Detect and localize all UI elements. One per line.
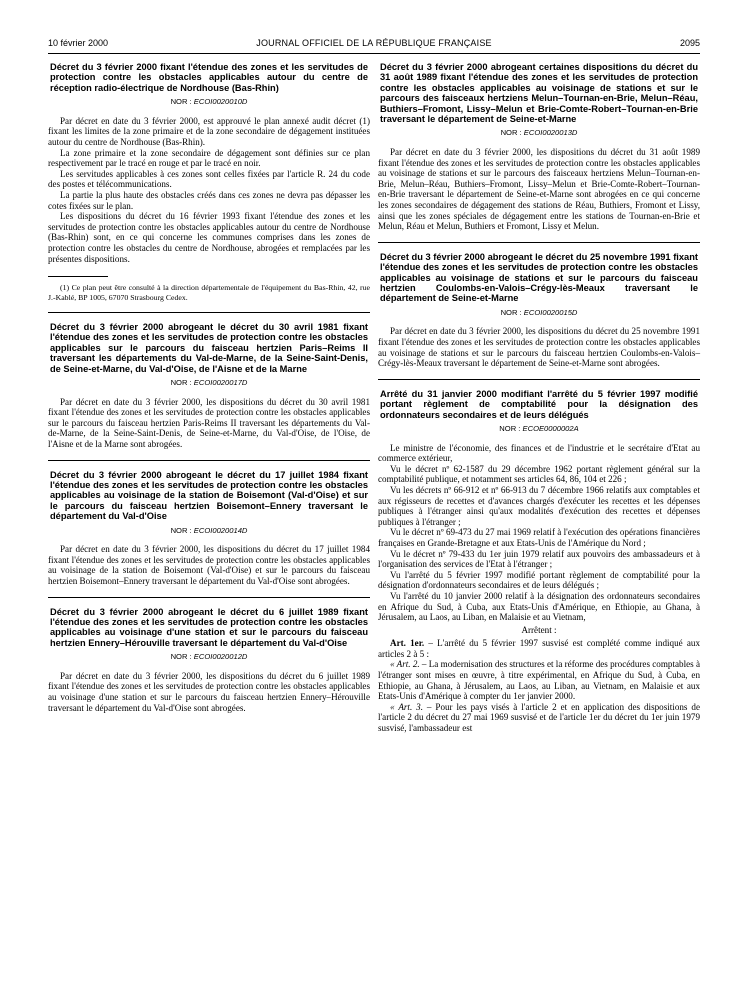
nor-code: ECOI0020010D — [193, 97, 248, 107]
section-title: Arrêté du 31 janvier 2000 modifiant l'arrêté du 5 février 1997 modifié portant règlement de comptabilité pour la désignation des ordonnateurs secondaires et de leurs délégués — [380, 388, 698, 420]
article-2 — [378, 659, 700, 701]
paragraph: Les servitudes applicables à ces zones sont celles fixées par l'article R. 24 du code des postes et télécommunications. — [48, 168, 370, 190]
decree-boisemont — [48, 470, 370, 587]
paragraph: Vu l'arrêté du 5 février 1997 modifié portant règlement de comptabilité pour la désignation d'ordonnateurs secondaires et de leurs délégués ; — [378, 569, 700, 591]
article-label: « Art. 3. — [390, 701, 423, 712]
section-divider — [378, 242, 700, 243]
article-text: – La modernisation des structures et la réforme des procédures comptables à l'étranger sont mises en œuvre, à titre expérimental, en Afrique du Sud, à Cuba, en Ethiopie, au Ghana, à Jérusalem, au Laos, au Liban, au Vietnam, en Malaisie et aux Etats-Unis d'Amérique à compter du 1er janvier 2000. — [378, 659, 700, 702]
nor-code: ECOI0020017D — [193, 377, 248, 387]
paragraph: Le ministre de l'économie, des finances et de l'industrie et le secrétaire d'Etat au commerce extérieur, — [378, 442, 700, 464]
page-number: 2095 — [679, 38, 700, 48]
paragraph: Vu l'arrêté du 10 janvier 2000 relatif à la désignation des ordonnateurs secondaires en Afrique du Sud, à Cuba, aux Etats-Unis d'Amérique, en Ethiopie, au Ghana, à Jérusalem, au Laos, au Liban, en Malaisie et au Vietnam, — [378, 590, 700, 623]
arrete-comptabilite — [378, 389, 700, 734]
article-text: – L'arrêté du 5 février 1997 susvisé est complété comme indiqué aux articles 2 à 5 : — [378, 638, 700, 659]
paragraph: Vu le décret nº 69-473 du 27 mai 1969 relatif à l'exécution des opérations financières françaises en Grande-Bretagne et aux Etats-Unis de l'Amérique du Nord ; — [378, 527, 700, 548]
nor-label: NOR : — [170, 377, 192, 387]
nor-label: NOR : — [170, 525, 192, 535]
decree-paris-reims — [48, 322, 370, 450]
nor-reference — [48, 378, 370, 389]
decree-coulombs — [378, 252, 700, 369]
nor-reference — [48, 526, 370, 537]
nor-label: NOR : — [500, 307, 522, 317]
nor-reference — [378, 308, 700, 319]
section-title: Décret du 3 février 2000 abrogeant le décret du 25 novembre 1991 fixant l'étendue des zones et les servitudes de protection contre les obstacles applicables au voisinage de stations et sur le parcours du faisceau hertzien Coulombs-en-Valois–Crégy-lès-Meaux traversant le département de Seine-et-Marne — [380, 251, 698, 304]
nor-code: ECOI0020013D — [523, 128, 578, 138]
section-divider — [48, 312, 370, 313]
paragraph: Vu les décrets nº 66-912 et nº 66-913 du 7 décembre 1966 relatifs aux comptables et aux régisseurs de recettes et d'avances chargés d'exécuter les recettes et les dépenses publiques à l'étranger ainsi qu'aux modalités d'exécution des recettes et dépenses publiques à l'étranger ; — [378, 484, 700, 527]
arretent-label: Arrêtent : — [521, 624, 557, 635]
nor-code: ECOI0020012D — [193, 652, 248, 662]
article-1 — [378, 638, 700, 659]
decree-ennery — [48, 607, 370, 714]
running-header — [48, 38, 700, 52]
section-title: Décret du 3 février 2000 abrogeant le décret du 6 juillet 1989 fixant l'étendue des zones et les servitudes de protection contre les obstacles applicables au voisinage d'une station et sur le parcours du faisceau hertzien Ennery–Hérouville traversant le département du Val-d'Oise — [50, 606, 368, 648]
paragraph: Par décret en date du 3 février 2000, les dispositions du décret du 6 juillet 1989 fixant l'étendue des zones et les servitudes de protection contre les obstacles applicables au voisinage d'une station et sur le parcours du faisceau hertzien Ennery–Hérouville traversant le département du Val-d'Oise sont abrogées. — [48, 670, 370, 713]
paragraph: Par décret en date du 3 février 2000, les dispositions du décret du 17 juillet 1984 fixant l'étendue des zones et les servitudes de protection contre les obstacles applicables au voisinage de la station de Boisemont (Val-d'Oise) et sur le parcours du faisceau hertzien Boisemont–Ennery traversant le département du Val-d'Oise sont abrogées. — [48, 544, 370, 586]
nor-code: ECOI0020015D — [523, 307, 578, 317]
nor-label: NOR : — [170, 97, 192, 107]
footnote-rule — [48, 276, 108, 277]
article-label: Art. 1er. — [390, 638, 425, 649]
footnote: (1) Ce plan peut être consulté à la direction départementale de l'équipement du Bas-Rhin, 42, rue J.-Kablé, BP 1005, 67070 Strasbourg Cedex. — [48, 283, 370, 302]
section-title: Décret du 3 février 2000 abrogeant le décret du 17 juillet 1984 fixant l'étendue des zones et les servitudes de protection contre les obstacles applicables au voisinage de la station de Boisemont (Val-d'Oise) et sur le parcours du faisceau hertzien Boisemont–Ennery traversant le département du Val-d'Oise — [50, 469, 368, 522]
article-text: – Pour les pays visés à l'article 2 et en application des dispositions de l'article 2 du décret du 27 mai 1969 susvisé et de l'article 1er du décret du 1er juin 1979 susvisé, l'ambassadeur est — [378, 701, 700, 734]
section-divider — [378, 379, 700, 380]
decree-seine-et-marne — [378, 62, 700, 232]
paragraph: Par décret en date du 3 février 2000, les dispositions du décret du 31 août 1989 fixant l'étendue des zones et les servitudes de protection contre les obstacles applicables au voisinage de stations et sur le parcours des faisceaux hertziens Melun–Tournan-en-Brie, Melun–Réau, Buthiers–Fromont, Lissy–Melun et Brie-Comte-Robert–Tournan-en-Brie traversant le département de Seine-et-Marne sont abrogées en ce qui concerne les zones secondaires de dégagement des stations de Réau, Buthiers, Fromont et Lissy, ainsi que les zones spéciales de dégagement entre les stations de Tournan-en-Brie et Melun, Réau et Melun, Buthiers et Fromont, Lissy et Melun. — [378, 147, 700, 232]
nor-label: NOR : — [500, 128, 522, 138]
article-3 — [378, 702, 700, 734]
paragraph: Vu le décret nº 62-1587 du 29 décembre 1962 portant règlement général sur la comptabilité publique, et notamment ses articles 64, 86, 104 et 226 ; — [378, 463, 700, 485]
nor-reference — [378, 128, 700, 139]
section-divider — [48, 460, 370, 461]
paragraph: La partie la plus haute des obstacles créés dans ces zones ne devra pas dépasser les cotes fixées sur le plan. — [48, 189, 370, 211]
nor-code: ECOE0000002A — [522, 424, 579, 433]
right-column — [378, 62, 700, 744]
header-title: JOURNAL OFFICIEL DE LA RÉPUBLIQUE FRANÇAISE — [256, 38, 492, 48]
nor-reference — [48, 97, 370, 108]
section-title: Décret du 3 février 2000 abrogeant le décret du 30 avril 1981 fixant l'étendue des zones et les servitudes de protection contre les obstacles applicables sur le parcours du faisceau hertzien Paris–Reims II traversant les départements du Val-de-Marne, de la Seine-Saint-Denis, de Seine-et-Marne, du Val-d'Oise, de l'Aisne et de la Marne — [50, 321, 368, 374]
header-rule — [48, 53, 700, 54]
section-title: Décret du 3 février 2000 abrogeant certaines dispositions du décret du 31 août 1989 fixant l'étendue des zones et les servitudes de protection contre les obstacles applicables au voisinage de stations et sur le parcours des faisceaux hertziens Melun–Tournan-en-Brie, Melun–Réau, Buthiers–Fromont, Lissy–Melun et Brie-Comte-Robert–Tournan-en-Brie traversant le département de Seine-et-Marne — [380, 62, 698, 125]
paragraph: Par décret en date du 3 février 2000, est approuvé le plan annexé audit décret (1) fixant les limites de la zone primaire et de la zone secondaire de dégagement instituées autour du centre de Nordhouse (Bas-Rhin). — [48, 115, 370, 147]
nor-reference — [48, 652, 370, 663]
section-divider — [48, 597, 370, 598]
paragraph: Vu le décret nº 79-433 du 1er juin 1979 relatif aux pouvoirs des ambassadeurs et à l'organisation des services de l'Etat à l'étranger ; — [378, 548, 700, 570]
paragraph: La zone primaire et la zone secondaire de dégagement sont définies sur ce plan respectivement par le tracé en rouge et par le tracé en noir. — [48, 147, 370, 169]
paragraph: Les dispositions du décret du 16 février 1993 fixant l'étendue des zones et les servitudes de protection contre les obstacles applicables autour du centre de Nordhouse (Bas-Rhin) sont, en ce qui concerne les communes comprises dans les zones de protection contre les obstacles du centre de Nordhouse, abrogées et remplacées par les présentes dispositions. — [48, 211, 370, 264]
nor-reference — [378, 424, 700, 435]
paragraph: Par décret en date du 3 février 2000, les dispositions du décret du 25 novembre 1991 fixant l'étendue des zones et les servitudes de protection contre les obstacles applicables au voisinage de stations et sur le parcours du faisceau hertzien Coulombs-en-Valois–Crégy-lès-Meaux traversant le département de Seine-et-Marne sont abrogées. — [378, 326, 700, 369]
article-label: « Art. 2. — [390, 659, 420, 670]
nor-label: NOR : — [499, 424, 521, 433]
left-column — [48, 62, 370, 723]
nor-label: NOR : — [170, 652, 192, 662]
section-title: Décret du 3 février 2000 fixant l'étendue des zones et les servitudes de protection contre les obstacles applicables autour du centre de réception radio-électrique de Nordhouse (Bas-Rhin) — [50, 62, 368, 93]
paragraph: Par décret en date du 3 février 2000, les dispositions du décret du 30 avril 1981 fixant l'étendue des zones et les servitudes de protection contre les obstacles applicables sur le parcours du faisceau hertzien Paris-Reims II traversant les départements du Val-de-Marne, de la Seine-Saint-Denis, de Seine-et-Marne, du Val-d'Oise, de l'Oise, de l'Aisne et de la Marne sont abrogées. — [48, 396, 370, 449]
decree-nordhouse — [48, 62, 370, 302]
nor-code: ECOI0020014D — [193, 525, 248, 535]
header-date: 10 février 2000 — [48, 38, 109, 48]
